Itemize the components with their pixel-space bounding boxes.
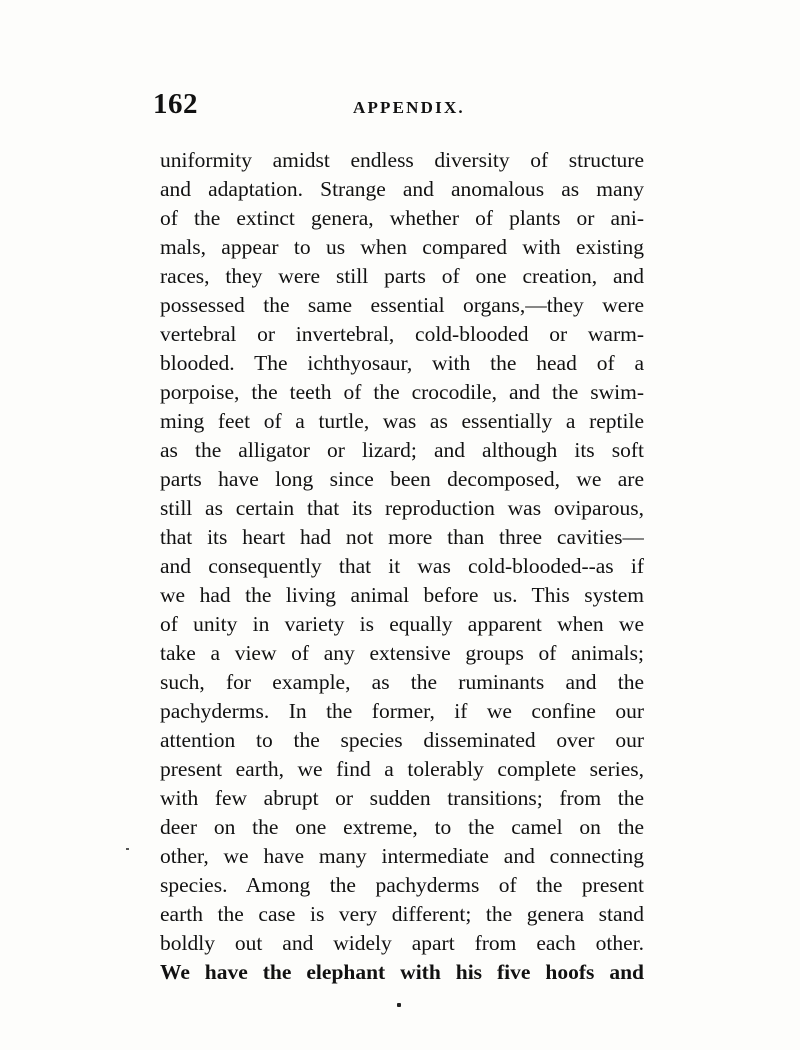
text-line: possessed the same essential organs,—they were — [160, 293, 644, 317]
text-line: and adaptation. Strange and anomalous as many — [160, 177, 644, 201]
text-line: deer on the one extreme, to the camel on the — [160, 815, 644, 839]
text-line: such, for example, as the ruminants and the — [160, 670, 644, 694]
text-line: uniformity amidst endless diversity of structure — [160, 148, 644, 172]
running-head — [153, 88, 643, 128]
text-line: blooded. The ichthyosaur, with the head of a — [160, 351, 644, 375]
text-line: attention to the species disseminated over our — [160, 728, 644, 752]
text-line: of the extinct genera, whether of plants or ani- — [160, 206, 644, 230]
text-line: We have the elephant with his five hoofs and — [160, 960, 644, 984]
text-line: present earth, we find a tolerably complete series, — [160, 757, 644, 781]
text-line: we had the living animal before us. This system — [160, 583, 644, 607]
text-line: as the alligator or lizard; and although its soft — [160, 438, 644, 462]
text-line: pachyderms. In the former, if we confine our — [160, 699, 644, 723]
body-text — [160, 146, 644, 987]
text-line: mals, appear to us when compared with existing — [160, 235, 644, 259]
running-title: APPENDIX. — [353, 98, 465, 117]
text-line: races, they were still parts of one creation, and — [160, 264, 644, 288]
text-line: with few abrupt or sudden transitions; from the — [160, 786, 644, 810]
text-line: take a view of any extensive groups of animals; — [160, 641, 644, 665]
text-line: earth the case is very different; the genera stand — [160, 902, 644, 926]
text-line: and consequently that it was cold-blooded--as if — [160, 554, 644, 578]
margin-speck — [126, 848, 129, 850]
text-line: porpoise, the teeth of the crocodile, and the swim- — [160, 380, 644, 404]
footer-mark — [397, 1003, 401, 1007]
text-line: parts have long since been decomposed, we are — [160, 467, 644, 491]
text-line: of unity in variety is equally apparent when we — [160, 612, 644, 636]
text-line: boldly out and widely apart from each other. — [160, 931, 644, 955]
text-line: ming feet of a turtle, was as essentially a reptile — [160, 409, 644, 433]
text-line: species. Among the pachyderms of the present — [160, 873, 644, 897]
text-line: vertebral or invertebral, cold-blooded or warm- — [160, 322, 644, 346]
text-line: still as certain that its reproduction was oviparous, — [160, 496, 644, 520]
page-number: 162 — [153, 88, 198, 120]
text-line: that its heart had not more than three cavities— — [160, 525, 644, 549]
text-line: other, we have many intermediate and connecting — [160, 844, 644, 868]
